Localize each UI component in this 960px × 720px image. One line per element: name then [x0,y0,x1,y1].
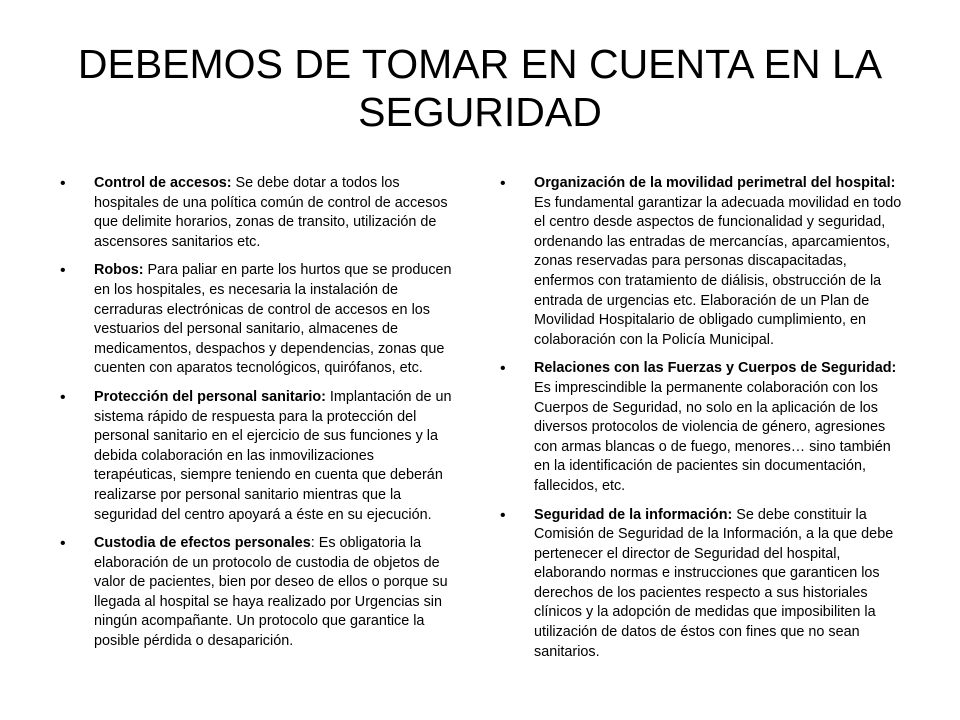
bullet-icon: • [60,262,66,280]
list-item-seguridad-informacion [500,506,910,663]
list-item-robos [60,261,460,379]
item-heading: Protección del personal sanitario: [94,388,326,405]
item-heading: Robos: [94,262,144,279]
bullet-icon: • [500,175,506,192]
item-text: Es imprescindible la permanente colaboración con los Cuerpos de Seguridad, no solo en la aplicación de los diversos protocolos de violencia de género, agresiones con armas blancas o de fuego, menores… sino también en la identificación de pacientes sin documentación, fallecidos, etc. [534,379,891,494]
item-text: : Es obligatoria la elaboración de un protocolo de custodia de objetos de valor de pacientes, bien por deseo de ellos o porque su llegada al hospital se haya realizado por Urgencias sin ningún acompañante. Un protocolo que garantice la posible pérdida o desaparición. [94,535,448,650]
item-text: Para paliar en parte los hurtos que se producen en los hospitales, es necesaria la instalación de cerraduras electrónicas de control de accesos en los vestuarios del personal sanitario, almacenes de medicamentos, despachos y dependencias, zonas que cuenten con aparatos tecnológicos, quirófanos, etc. [94,262,452,377]
bullet-icon: • [60,388,66,406]
list-item-control-accesos [60,174,460,252]
item-text: Implantación de un sistema rápido de respuesta para la protección del personal sanitario en el ejercicio de sus funciones y la debida colaboración en las inmovilizaciones terapéuticas, siempre teniendo en cuenta que deberán realizarse por personal sanitario mientras que la seguridad del centro apoyará a éste en su ejecución. [94,388,452,523]
right-column [500,174,910,671]
item-heading: Organización de la movilidad perimetral del hospital: [534,175,896,191]
item-heading: Control de accesos: [94,175,232,191]
bullet-icon: • [500,360,506,378]
bullet-icon: • [60,535,66,553]
list-item-movilidad-perimetral [500,174,910,350]
item-text: Es fundamental garantizar la adecuada movilidad en todo el centro desde aspectos de funcionalidad y seguridad, ordenando las entradas de mercancías, aparcamientos, zonas reservadas para personas discapacitadas, enfermos con tratamiento de diálisis, obstrucción de la entrada de urgencias etc. Elaboración de un Plan de Movilidad Hospitalario de obligado cumplimiento, en colaboración con la Policía Municipal. [534,194,902,348]
item-text: Se debe constituir la Comisión de Seguridad de la Información, a la que debe pertenecer el director de Seguridad del hospital, elaborando normas e instrucciones que garanticen los derechos de los pacientes respecto a sus historiales clínicos y la adopción de medidas que imposibiliten la utilización de datos de éstos con fines que no sean sanitarios. [534,506,894,660]
slide-title: DEBEMOS DE TOMAR EN CUENTA EN LA SEGURIDAD [77,41,883,135]
item-heading: Relaciones con las Fuerzas y Cuerpos de Seguridad: [534,360,897,377]
list-item-fuerzas-seguridad [500,359,910,496]
bullet-icon: • [60,175,66,192]
item-text: Se debe dotar a todos los hospitales de una política común de control de accesos que delimite horarios, zonas de transito, utilización de ascensores sanitarios etc. [94,175,448,250]
item-heading: Custodia de efectos personales [94,535,311,552]
bullet-icon: • [500,506,506,524]
list-item-proteccion-personal [60,388,460,525]
left-column [60,174,460,661]
list-item-custodia-efectos [60,534,460,652]
item-heading: Seguridad de la información: [534,506,733,523]
